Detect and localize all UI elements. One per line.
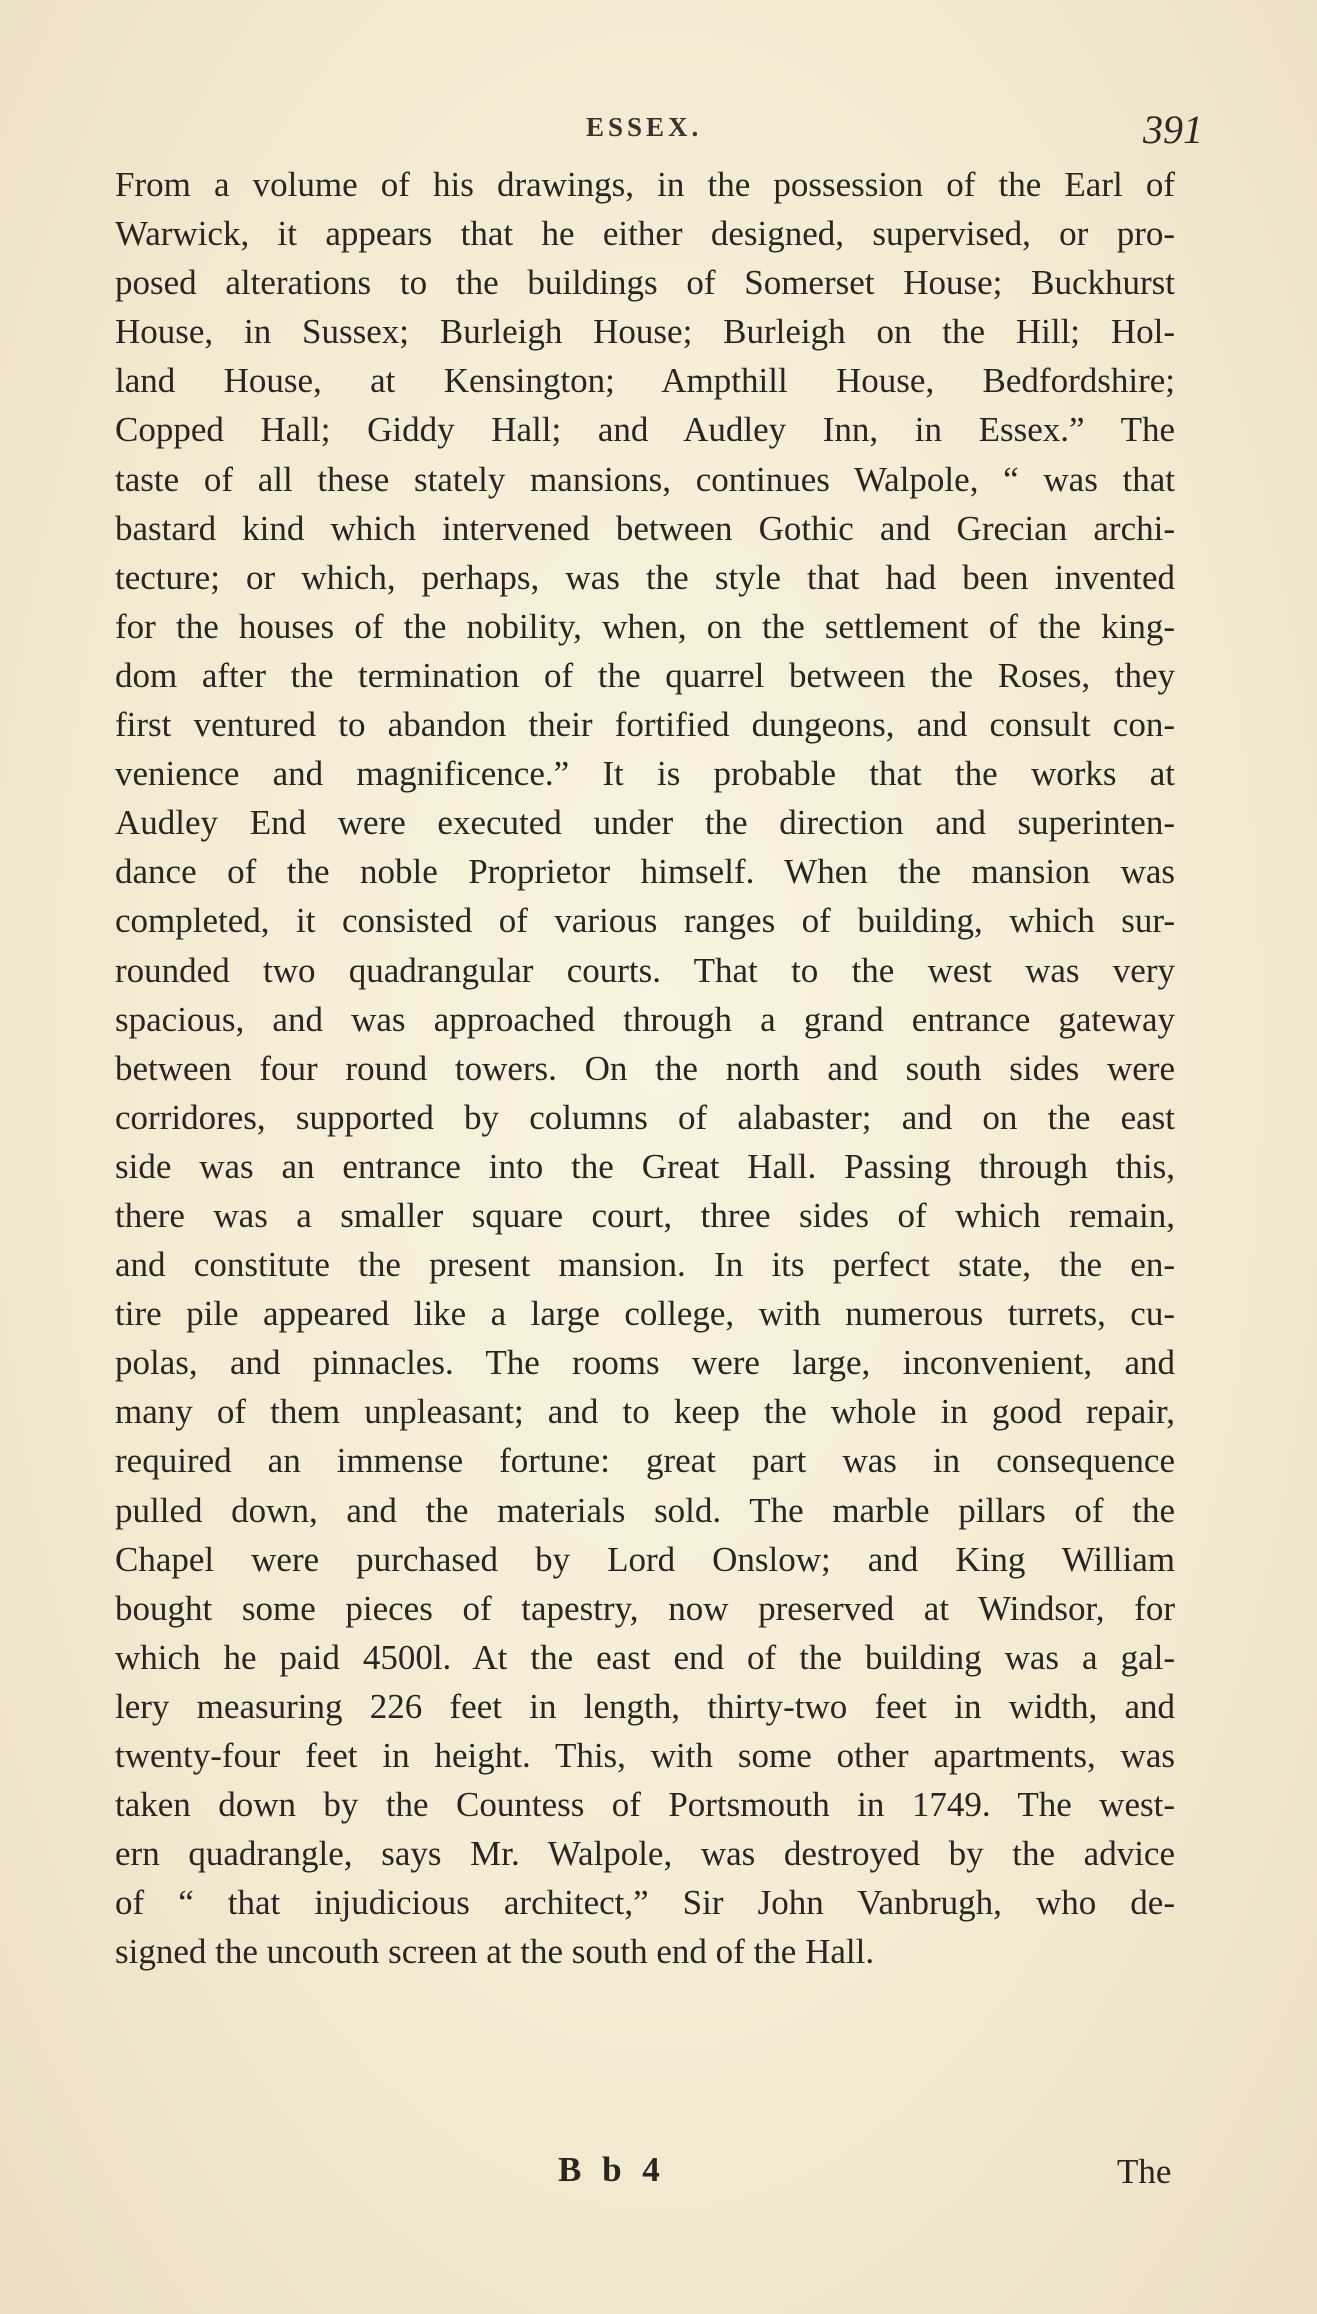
text-line: many of them unpleasant; and to keep the whole in good repair, [115, 1392, 1175, 1432]
text-line: taste of all these stately mansions, continues Walpole, “ was that [115, 459, 1175, 499]
body-text [115, 160, 1175, 1976]
text-line: lery measuring 226 feet in length, thirty-two feet in width, and [115, 1686, 1175, 1726]
text-line: taken down by the Countess of Portsmouth in 1749. The west- [115, 1785, 1175, 1825]
text-line: bastard kind which intervened between Gothic and Grecian archi- [115, 508, 1175, 548]
text-line: dom after the termination of the quarrel between the Roses, they [115, 655, 1175, 695]
text-line: dance of the noble Proprietor himself. When the mansion was [115, 852, 1175, 892]
text-line: Audley End were executed under the direction and superinten- [115, 803, 1175, 843]
text-line: From a volume of his drawings, in the possession of the Earl of [115, 165, 1175, 204]
text-line: tire pile appeared like a large college, with numerous turrets, cu- [115, 1294, 1175, 1334]
text-line: for the houses of the nobility, when, on the settlement of the king- [115, 606, 1175, 646]
text-line: tecture; or which, perhaps, was the style that had been invented [115, 557, 1175, 597]
page-footer [0, 2150, 1317, 2210]
text-line: twenty-four feet in height. This, with some other apartments, was [115, 1736, 1175, 1775]
text-line: signed the uncouth screen at the south end of the Hall. [115, 1932, 875, 1972]
text-line: Warwick, it appears that he either designed, supervised, or pro- [115, 214, 1175, 254]
text-line: land House, at Kensington; Ampthill House, Bedfordshire; [115, 361, 1175, 401]
text-line: Copped Hall; Giddy Hall; and Audley Inn, in Essex.” The [115, 410, 1175, 450]
text-line: which he paid 4500l. At the east end of the building was a gal- [115, 1637, 1175, 1677]
text-line: rounded two quadrangular courts. That to the west was very [115, 950, 1175, 990]
text-line: posed alterations to the buildings of Somerset House; Buckhurst [115, 263, 1175, 303]
text-line: side was an entrance into the Great Hall. Passing through this, [115, 1146, 1175, 1186]
text-line: Chapel were purchased by Lord Onslow; and King William [115, 1539, 1175, 1579]
text-line: and constitute the present mansion. In its perfect state, the en- [115, 1245, 1175, 1285]
catchword: The [1117, 2152, 1172, 2191]
text-line: between four round towers. On the north and south sides were [115, 1048, 1175, 1088]
text-line: required an immense fortune: great part was in consequence [115, 1441, 1175, 1481]
signature-mark: B b 4 [558, 2150, 666, 2189]
page-number: 391 [1143, 107, 1203, 152]
text-line: venience and magnificence.” It is probable that the works at [115, 754, 1175, 794]
text-line: of “ that injudicious architect,” Sir John Vanbrugh, who de- [115, 1883, 1175, 1923]
text-line: there was a smaller square court, three sides of which remain, [115, 1195, 1175, 1235]
text-line: completed, it consisted of various ranges of building, which sur- [115, 901, 1175, 941]
text-line: corridores, supported by columns of alabaster; and on the east [115, 1097, 1175, 1137]
text-line: polas, and pinnacles. The rooms were large, inconvenient, and [115, 1343, 1175, 1383]
text-line: pulled down, and the materials sold. The marble pillars of the [115, 1490, 1175, 1530]
text-line: bought some pieces of tapestry, now preserved at Windsor, for [115, 1588, 1175, 1628]
text-line: first ventured to abandon their fortified dungeons, and consult con- [115, 705, 1175, 745]
text-line: ern quadrangle, says Mr. Walpole, was destroyed by the advice [115, 1834, 1175, 1874]
running-head: ESSEX. [586, 112, 703, 142]
text-line: House, in Sussex; Burleigh House; Burleigh on the Hill; Hol- [115, 312, 1175, 352]
text-line: spacious, and was approached through a grand entrance gateway [115, 999, 1175, 1039]
